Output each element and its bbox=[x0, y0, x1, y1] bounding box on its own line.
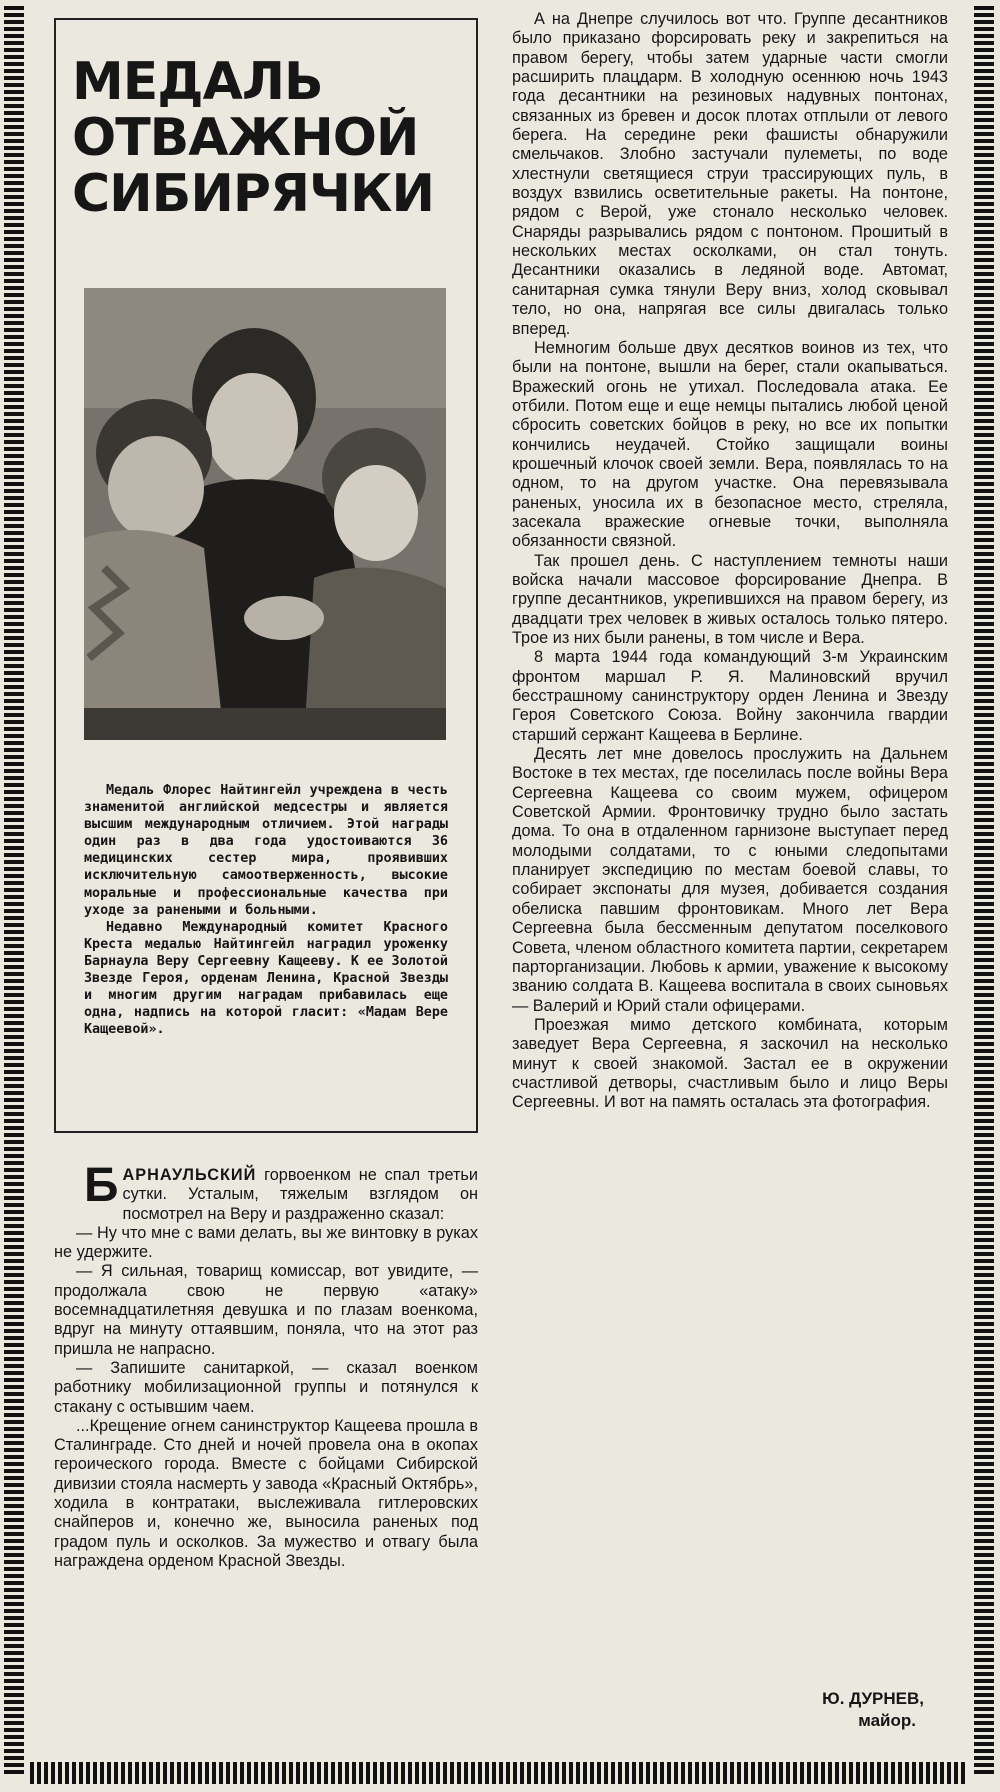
headline-box bbox=[54, 18, 478, 1133]
author-name: Ю. ДУРНЕВ, bbox=[822, 1689, 924, 1708]
article-paragraph-10: Десять лет мне довелось прослужить на Дальнем Востоке в тех местах, где поселилась после войны Вера Сергеевна Кащеева со своим мужем, офицером Советской Армии. Фронтовичку трудно было застать дома. То она в отдаленном гарнизоне выступает перед молодыми солдатами, то с юными следопытами планирует экспедицию по местам боевой славы, то собирает экспонаты для музея, добивается создания обелиска павшим фронтовикам. Много лет Вера Сергеевна была бессменным депутатом поселкового Совета, членом областного комитета партии, секретарем парторганизации. Любовь к армии, уважение к высокому званию солдата В. Кащеева воспитала в своих сыновьях — Валерий и Юрий стали офицерами. bbox=[512, 745, 948, 1015]
article-left-column bbox=[54, 1159, 478, 1571]
caption-paragraph-2: Недавно Международный комитет Красного Креста медалью Найтингейл наградил уроженку Барнаула Веру Сергеевну Кащееву. К ее Золотой Звезде Героя, орденам Ленина, Красной Звезды и многим другим наградам прибавилась еще одна, надпись на которой гласит: «Мадам Вере Кащеевой». bbox=[84, 919, 448, 1038]
article-paragraph-8: Так прошел день. С наступлением темноты наши войска начали массовое форсирование Днепра. В группе десантников, укрепившихся на правом берегу, из двадцати трех человек в живых осталось только пятеро. Трое из них были ранены, в том числе и Вера. bbox=[512, 551, 948, 647]
headline-line-2: ОТВАЖНОЙ bbox=[72, 108, 419, 168]
author-rank: майор. bbox=[858, 1711, 916, 1730]
headline-line-1: МЕДАЛЬ bbox=[72, 52, 323, 112]
lead-word: АРНАУЛЬСКИЙ bbox=[122, 1166, 257, 1184]
article-paragraph-2: — Ну что мне с вами делать, вы же винтовку в руках не удержите. bbox=[54, 1223, 478, 1262]
decorative-border-bottom bbox=[30, 1762, 965, 1784]
article-paragraph-6: А на Днепре случилось вот что. Группе десантников было приказано форсировать реку и закрепиться на правом берегу, чтобы затем ударные части смогли расширить плацдарм. В холодную осеннюю ночь 1943 года десантники на резиновых надувных понтонах, связанных из бревен и досок плотах отплыли от левого берега. На середине реки фашисты обнаружили смельчаков. Злобно застучали пулеметы, по воде хлестнули светящиеся струи трассирующих пуль, в воздух взвились осветительные ракеты. На понтоне, рядом с Верой, уже стонало несколько человек. Снаряды разрывались рядом с понтоном. Прошитый в нескольких местах осколками, он стал тонуть. Десантники оказались в ледяной воде. Автомат, санитарная сумка тянули Веру вниз, холод сковывал тело, но она, напрягая все силы двигалась только вперед. bbox=[512, 10, 948, 338]
headline bbox=[72, 54, 466, 222]
article-paragraph-11: Проезжая мимо детского комбината, которым заведует Вера Сергеевна, я заскочил на несколько минут к своей знакомой. Застал ее в окружении счастливой детворы, счастливым было и лицо Веры Сергеевны. И вот на память осталась эта фотография. bbox=[512, 1015, 948, 1112]
article-paragraph-3: — Я сильная, товарищ комиссар, вот увидите, — продолжала свою не первую «атаку» восемнадцатилетняя девушка и по глазам военкома, вдруг на минуту оттаявшим, поняла, что на этот раз пришла не напрасно. bbox=[54, 1262, 478, 1358]
caption-paragraph-1: Медаль Флорес Найтингейл учреждена в честь знаменитой английской медсестры и является высшим международным отличием. Этой награды один раз в два года удостоиваются 36 медицинских сестер мира, проявивших исключительную самоотверженность, высокие моральные и профессиональные качества при уходе за ранеными и больными. bbox=[84, 783, 448, 918]
decorative-border-left bbox=[4, 4, 24, 1774]
article-paragraph-5: ...Крещение огнем санинструктор Кащеева прошла в Сталинграде. Сто дней и ночей провела она в окопах героического города. Вместе с бойцами Сибирской дивизии стояла насмерть у завода «Красный Октябрь», ходила в контратаки, выслеживала гитлеровских снайперов и, конечно же, выносила раненых под градом пуль и осколков. За мужество и отвагу была награждена орденом Красной Звезды. bbox=[54, 1416, 478, 1570]
photo-caption bbox=[84, 782, 448, 1038]
article-right-column bbox=[512, 10, 948, 1113]
article-paragraph-1-text: горвоенком не спал третьи сутки. Усталым, тяжелым взглядом он посмотрел на Веру и раздраженно сказал: bbox=[122, 1166, 478, 1223]
author-signature bbox=[822, 1688, 924, 1732]
drop-cap: Б bbox=[84, 1159, 119, 1212]
headline-line-3: СИБИРЯЧКИ bbox=[72, 164, 435, 224]
decorative-border-right bbox=[974, 4, 994, 1774]
article-paragraph-7: Немногим больше двух десятков воинов из тех, что были на понтоне, вышли на берег, стали окапываться. Вражеский огонь не утихал. Последовала атака. Ее отбили. Потом еще и еще немцы пытались любой ценой сбросить советских бойцов в реку, но все их попытки кончились неудачей. Стойко защищали воины крошечный клочок своей земли. Вера, появлялась то на одном, то на другом участке. Она перевязывала раненых, уносила их в безопасное место, стреляла, засекала вражеские огневые точки, выполняла обязанности связной. bbox=[512, 338, 948, 551]
left-column bbox=[54, 18, 478, 1133]
article-paragraph-1 bbox=[54, 1159, 478, 1224]
article-paragraph-9: 8 марта 1944 года командующий 3-м Украинским фронтом маршал Р. Я. Малиновский вручил бесстрашному санинструктору орден Ленина и Звезду Героя Советского Союза. Войну закончила гвардии старший сержант Кащеева в Берлине. bbox=[512, 648, 948, 744]
photo-woman-with-children bbox=[84, 288, 446, 740]
article-paragraph-4: — Запишите санитаркой, — сказал военком работнику мобилизационной группы и потянулся к стакану с остывшим чаем. bbox=[54, 1358, 478, 1416]
